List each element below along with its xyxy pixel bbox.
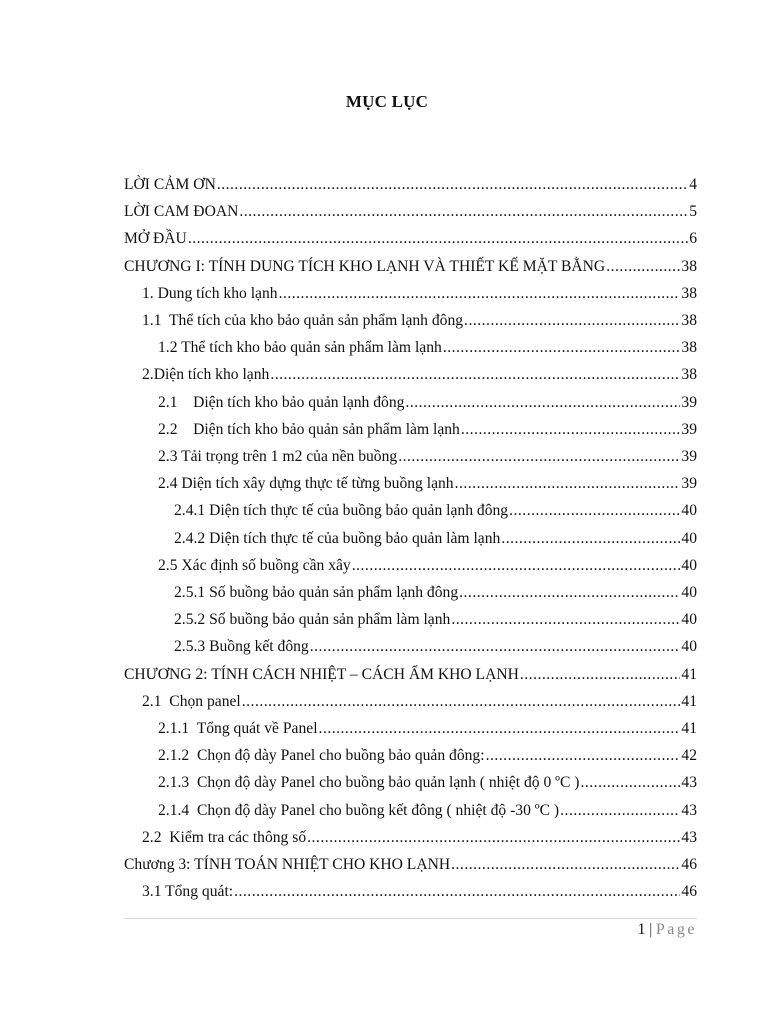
toc-entry[interactable] bbox=[158, 552, 697, 579]
toc-dot-leader bbox=[443, 334, 681, 361]
toc-entry-page: 40 bbox=[681, 584, 697, 601]
toc-entry-page: 38 bbox=[681, 257, 697, 275]
page-title: MỤC LỤC bbox=[345, 92, 429, 111]
toc-entry-page: 41 bbox=[681, 720, 697, 737]
toc-entry-page: 40 bbox=[681, 611, 697, 629]
toc-dot-leader bbox=[234, 878, 680, 905]
toc-dot-leader bbox=[464, 307, 680, 334]
toc-dot-leader bbox=[455, 470, 681, 497]
toc-entry[interactable] bbox=[174, 497, 697, 524]
toc-entry[interactable] bbox=[174, 633, 697, 660]
toc-entry[interactable] bbox=[142, 361, 697, 388]
toc-entry-page: 38 bbox=[681, 339, 697, 357]
toc-entry-title: 3.1 Tổng quát: bbox=[142, 883, 234, 901]
toc-entry-title: 2.1.4 Chọn độ dày Panel cho buồng kết đông ( nhiệt độ -30 ºC ) bbox=[158, 801, 560, 819]
toc-dot-leader bbox=[560, 797, 680, 824]
toc-dot-leader bbox=[459, 579, 680, 606]
toc-entry-title: 2.1 Diện tích kho bảo quản lạnh đông bbox=[158, 393, 405, 411]
toc-dot-leader bbox=[398, 443, 680, 470]
toc-dot-leader bbox=[606, 253, 680, 280]
toc-entry[interactable] bbox=[158, 334, 697, 361]
toc-entry-page: 39 bbox=[681, 475, 697, 493]
toc-entry-page: 43 bbox=[681, 828, 697, 846]
toc-dot-leader bbox=[580, 769, 680, 796]
toc-entry-page: 5 bbox=[689, 203, 697, 221]
toc-entry-title: 2.3 Tải trọng trên 1 m2 của nền buồng bbox=[158, 448, 398, 465]
toc-entry[interactable] bbox=[158, 742, 697, 769]
toc-entry[interactable] bbox=[158, 443, 697, 470]
toc-dot-leader bbox=[310, 633, 681, 660]
toc-entry[interactable] bbox=[142, 307, 697, 334]
toc-entry-title: MỞ ĐẦU bbox=[124, 230, 187, 248]
toc-dot-leader bbox=[501, 525, 680, 552]
toc-entry-page: 38 bbox=[681, 366, 697, 384]
toc-dot-leader bbox=[451, 851, 680, 878]
toc-dot-leader bbox=[270, 361, 680, 388]
toc-entry-title: CHƯƠNG 2: TÍNH CÁCH NHIỆT – CÁCH ẨM KHO LẠNH bbox=[124, 665, 519, 683]
toc-entry[interactable] bbox=[124, 661, 697, 688]
toc-entry-title: 2.5 Xác định số buồng cần xây bbox=[158, 556, 351, 574]
toc-entry-title: LỜI CẢM ƠN bbox=[124, 176, 216, 193]
toc-dot-leader bbox=[279, 280, 681, 307]
toc-entry-title: 2.4 Diện tích xây dựng thực tế từng buồng lạnh bbox=[158, 475, 454, 493]
toc-entry[interactable] bbox=[142, 688, 697, 715]
toc-entry[interactable] bbox=[174, 579, 697, 606]
toc-entry-page: 6 bbox=[689, 230, 697, 248]
page-footer bbox=[637, 919, 697, 941]
toc-dot-leader bbox=[319, 715, 681, 742]
footer-separator: | bbox=[649, 921, 653, 938]
toc-entry-title: Chương 3: TÍNH TOÁN NHIỆT CHO KHO LẠNH bbox=[124, 856, 451, 873]
toc-entry[interactable] bbox=[158, 389, 697, 416]
toc-entry-page: 38 bbox=[681, 312, 697, 329]
toc-entry[interactable] bbox=[142, 280, 697, 307]
toc-entry-page: 40 bbox=[681, 502, 697, 520]
toc-dot-leader bbox=[486, 742, 681, 769]
toc-entry-title: 2.4.1 Diện tích thực tế của buồng bảo quản lạnh đông bbox=[174, 502, 509, 520]
toc-entry[interactable] bbox=[158, 470, 697, 497]
toc-entry-title: 2.1 Chọn panel bbox=[142, 692, 241, 710]
footer-page-word: Page bbox=[655, 921, 697, 938]
toc-entry[interactable] bbox=[158, 416, 697, 443]
toc-entry-page: 41 bbox=[681, 665, 697, 683]
toc-entry-title: 2.5.3 Buồng kết đông bbox=[174, 638, 309, 656]
toc-entry-title: 1. Dung tích kho lạnh bbox=[142, 284, 278, 302]
toc-dot-leader bbox=[188, 225, 688, 252]
toc-entry-page: 39 bbox=[681, 420, 697, 438]
toc-entry-title: LỜI CAM ĐOAN bbox=[124, 203, 239, 221]
toc-entry-title: 2.4.2 Diện tích thực tế của buồng bảo quản làm lạnh bbox=[174, 529, 501, 547]
toc-dot-leader bbox=[520, 661, 681, 688]
toc-entry-page: 40 bbox=[681, 638, 697, 656]
toc-entry[interactable] bbox=[124, 253, 697, 280]
toc-dot-leader bbox=[405, 389, 680, 416]
toc-entry[interactable] bbox=[124, 851, 697, 878]
toc-dot-leader bbox=[242, 688, 681, 715]
toc-entry-title: 2.1.1 Tổng quát về Panel bbox=[158, 720, 318, 737]
toc-entry[interactable] bbox=[124, 198, 697, 225]
toc-dot-leader bbox=[509, 497, 680, 524]
footer-divider bbox=[124, 918, 697, 919]
toc-entry-page: 40 bbox=[681, 556, 697, 574]
toc-entry[interactable] bbox=[174, 525, 697, 552]
toc-entry-title: 2.5.1 Số buồng bảo quản sản phẩm lạnh đông bbox=[174, 584, 459, 601]
footer-page-number: 1 bbox=[637, 921, 647, 938]
toc-entry-page: 4 bbox=[689, 176, 697, 193]
toc-dot-leader bbox=[307, 824, 680, 851]
toc-entry[interactable] bbox=[142, 878, 697, 905]
toc-entry-title: 2.1.2 Chọn độ dày Panel cho buồng bảo quản đông: bbox=[158, 747, 485, 765]
toc-dot-leader bbox=[461, 416, 681, 443]
toc-entry-title: 2.1.3 Chọn độ dày Panel cho buồng bảo quản lạnh ( nhiệt độ 0 ºC ) bbox=[158, 774, 580, 792]
toc-entry[interactable] bbox=[174, 606, 697, 633]
toc-entry[interactable] bbox=[124, 171, 697, 198]
toc-entry-title: 2.2 Diện tích kho bảo quản sản phẩm làm lạnh bbox=[158, 420, 460, 438]
toc-entry-page: 40 bbox=[681, 529, 697, 547]
toc-entry[interactable] bbox=[158, 769, 697, 796]
toc-entry[interactable] bbox=[124, 225, 697, 252]
toc-entry[interactable] bbox=[142, 824, 697, 851]
toc-entry-title: 2.5.2 Số buồng bảo quản sản phẩm làm lạnh bbox=[174, 611, 451, 629]
toc-entry-title: 2.Diện tích kho lạnh bbox=[142, 366, 270, 384]
toc-entry-page: 39 bbox=[681, 393, 697, 411]
toc-entry-title: 1.1 Thể tích của kho bảo quản sản phẩm lạnh đông bbox=[142, 312, 464, 329]
toc-dot-leader bbox=[451, 606, 680, 633]
toc-entry[interactable] bbox=[158, 797, 697, 824]
toc-dot-leader bbox=[217, 171, 688, 198]
toc-entry-title: 2.2 Kiểm tra các thông số bbox=[142, 828, 307, 846]
toc-entry-page: 41 bbox=[681, 692, 697, 710]
toc-dot-leader bbox=[352, 552, 681, 579]
toc-entry-page: 39 bbox=[681, 448, 697, 465]
toc-dot-leader bbox=[239, 198, 688, 225]
toc-entry-page: 42 bbox=[681, 747, 697, 765]
toc-entry[interactable] bbox=[158, 715, 697, 742]
toc-entry-page: 46 bbox=[681, 883, 697, 901]
toc-entry-title: 1.2 Thể tích kho bảo quản sản phẩm làm lạnh bbox=[158, 339, 442, 357]
toc-entry-page: 43 bbox=[681, 801, 697, 819]
toc-entry-page: 38 bbox=[681, 284, 697, 302]
toc-entry-page: 43 bbox=[681, 774, 697, 792]
toc-entry-page: 46 bbox=[681, 856, 697, 873]
toc-entry-title: CHƯƠNG I: TÍNH DUNG TÍCH KHO LẠNH VÀ THIẾT KẾ MẶT BẰNG bbox=[124, 257, 606, 275]
